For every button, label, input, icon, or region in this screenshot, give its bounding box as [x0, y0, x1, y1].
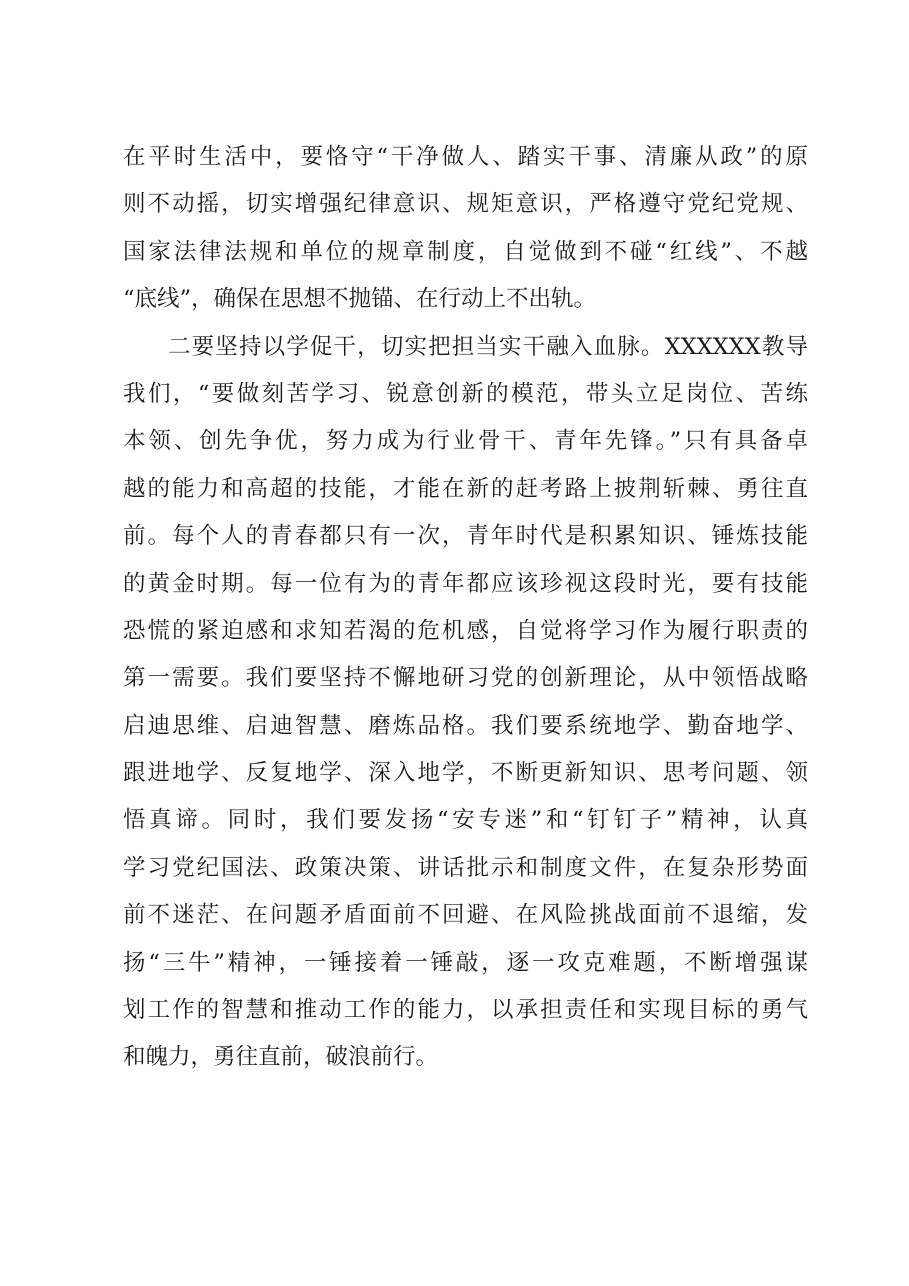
- paragraph-line: 学习党纪国法、政策决策、讲话批示和制度文件，在复杂形势面: [123, 854, 808, 881]
- paragraph-line: 的黄金时期。每一位有为的青年都应该珍视这段时光，要有技能: [123, 570, 808, 597]
- paragraph-line: 第一需要。我们要坚持不懈地研习党的创新理论，从中领悟战略: [123, 665, 808, 692]
- paragraph-line: 启迪思维、启迪智慧、磨炼品格。我们要系统地学、勤奋地学、: [123, 712, 808, 739]
- document-body: [123, 134, 808, 1082]
- paragraph-line: 扬“三牛”精神，一锤接着一锤敲，逐一攻克难题，不断增强谋: [123, 949, 808, 976]
- paragraph-learning: [123, 324, 808, 1082]
- paragraph-line: 悟真谛。同时，我们要发扬“安专迷”和“钉钉子”精神，认真: [123, 807, 808, 834]
- paragraph-line: 本领、创先争优，努力成为行业骨干、青年先锋。”只有具备卓: [123, 428, 808, 455]
- paragraph-line: 国家法律法规和单位的规章制度，自觉做到不碰“红线”、不越: [123, 238, 808, 265]
- paragraph-line: 在平时生活中，要恪守“干净做人、踏实干事、清廉从政”的原: [123, 144, 808, 170]
- paragraph-line: 我们，“要做刻苦学习、锐意创新的模范，带头立足岗位、苦练: [123, 380, 808, 407]
- paragraph-line: 前不迷茫、在问题矛盾面前不回避、在风险挑战面前不退缩，发: [123, 902, 808, 929]
- paragraph-discipline: [123, 134, 808, 324]
- paragraph-line: 划工作的智慧和推动工作的能力，以承担责任和实现目标的勇气: [123, 997, 808, 1024]
- paragraph-line: “底线”，确保在思想不抛锚、在行动上不出轨。: [123, 286, 597, 313]
- paragraph-line: 恐慌的紧迫感和求知若渴的危机感，自觉将学习作为履行职责的: [123, 617, 808, 644]
- paragraph-line: 则不动摇，切实增强纪律意识、规矩意识，严格遵守党纪党规、: [123, 191, 808, 218]
- paragraph-line: 和魄力，勇往直前，破浪前行。: [123, 1044, 439, 1071]
- paragraph-line: 前。每个人的青春都只有一次，青年时代是积累知识、锤炼技能: [123, 523, 808, 550]
- paragraph-line: 二要坚持以学促干，切实把担当实干融入血脉。XXXXXX教导: [168, 333, 808, 360]
- paragraph-line: 跟进地学、反复地学、深入地学，不断更新知识、思考问题、领: [123, 760, 808, 787]
- paragraph-line: 越的能力和高超的技能，才能在新的赶考路上披荆斩棘、勇往直: [123, 475, 808, 502]
